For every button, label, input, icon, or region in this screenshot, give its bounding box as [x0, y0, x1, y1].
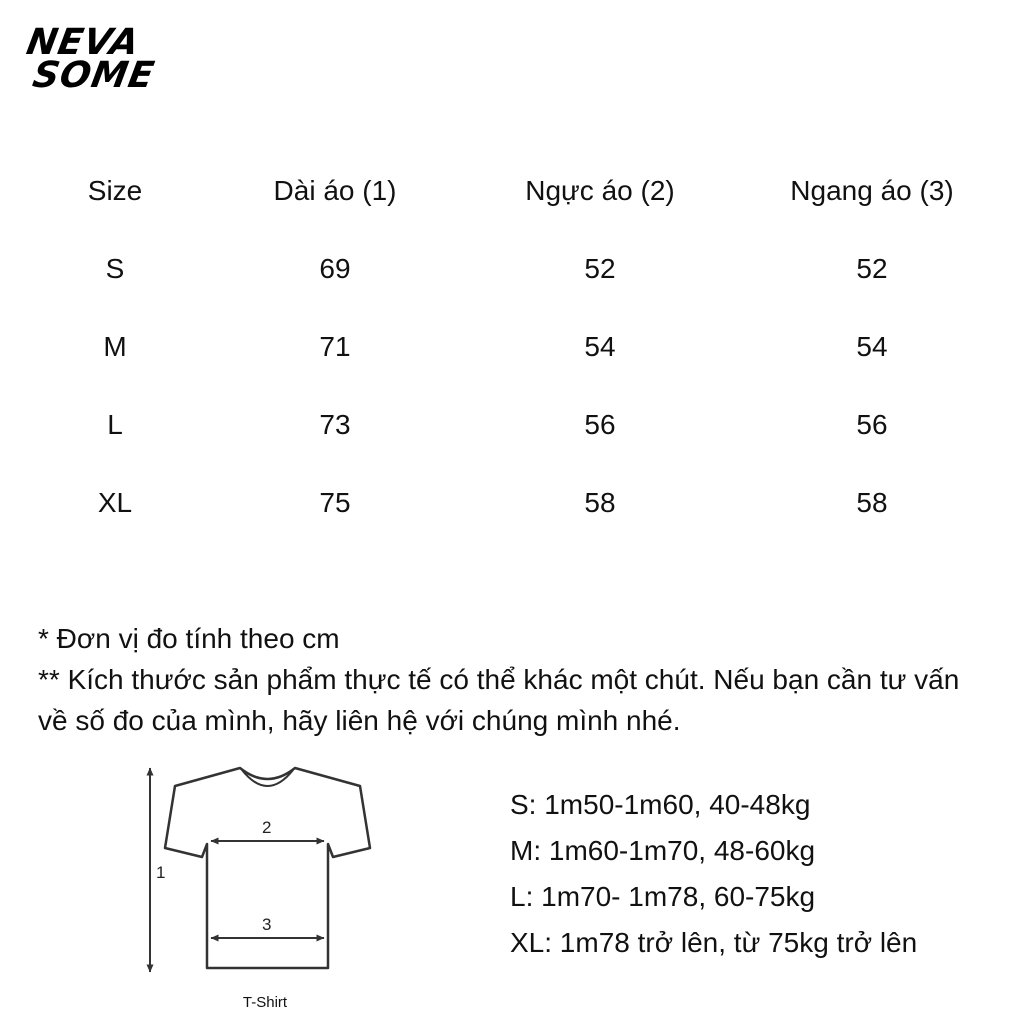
size-cell: L — [107, 409, 123, 440]
measurement-cell: 69 — [319, 253, 351, 284]
size-guide-line-m: M: 1m60-1m70, 48-60kg — [510, 835, 816, 866]
diagram-caption: T-Shirt — [242, 994, 288, 1011]
size-cell: M — [103, 331, 127, 362]
size-cell: S — [105, 253, 125, 284]
column-header-width: Ngang áo (3) — [790, 175, 954, 206]
brand-logo-line2: SOME — [29, 55, 158, 97]
size-cell: XL — [97, 487, 133, 518]
size-guide-line-s: S: 1m50-1m60, 40-48kg — [510, 789, 811, 820]
size-guide-line-xl: XL: 1m78 trở lên, từ 75kg trở lên — [510, 927, 918, 958]
brand-logo — [18, 22, 163, 97]
measurement-cell: 75 — [319, 487, 351, 518]
size-table — [20, 152, 1004, 542]
measurement-cell: 58 — [584, 487, 616, 518]
column-header-length: Dài áo (1) — [273, 175, 397, 206]
measurement-cell: 58 — [856, 487, 888, 518]
hem-arrow-label: 3 — [262, 915, 272, 934]
chest-arrow-label: 2 — [262, 818, 272, 837]
column-header-size: Size — [87, 175, 143, 206]
brand-logo-line1: NEVA — [23, 22, 143, 63]
measurement-cell: 54 — [856, 331, 888, 362]
length-arrow-label: 1 — [156, 863, 166, 882]
measurement-cell: 54 — [584, 331, 616, 362]
size-guide-line-l: L: 1m70- 1m78, 60-75kg — [510, 881, 816, 912]
size-guide — [510, 782, 917, 966]
measurement-cell: 52 — [856, 253, 888, 284]
measurement-cell: 56 — [584, 409, 616, 440]
note-unit: * Đơn vị đo tính theo cm — [38, 623, 340, 654]
measurement-cell: 71 — [319, 331, 351, 362]
measurement-cell: 56 — [856, 409, 888, 440]
note-disclaimer: ** Kích thước sản phẩm thực tế có thể khác một chút. Nếu bạn cần tư vấn về số đo của mình, hãy liên hệ với chúng mình nhé. — [38, 664, 960, 736]
measurement-cell: 73 — [319, 409, 351, 440]
column-header-chest: Ngực áo (2) — [525, 175, 675, 206]
measurement-cell: 52 — [584, 253, 616, 284]
tshirt-diagram — [140, 760, 390, 990]
notes-block — [38, 618, 988, 741]
